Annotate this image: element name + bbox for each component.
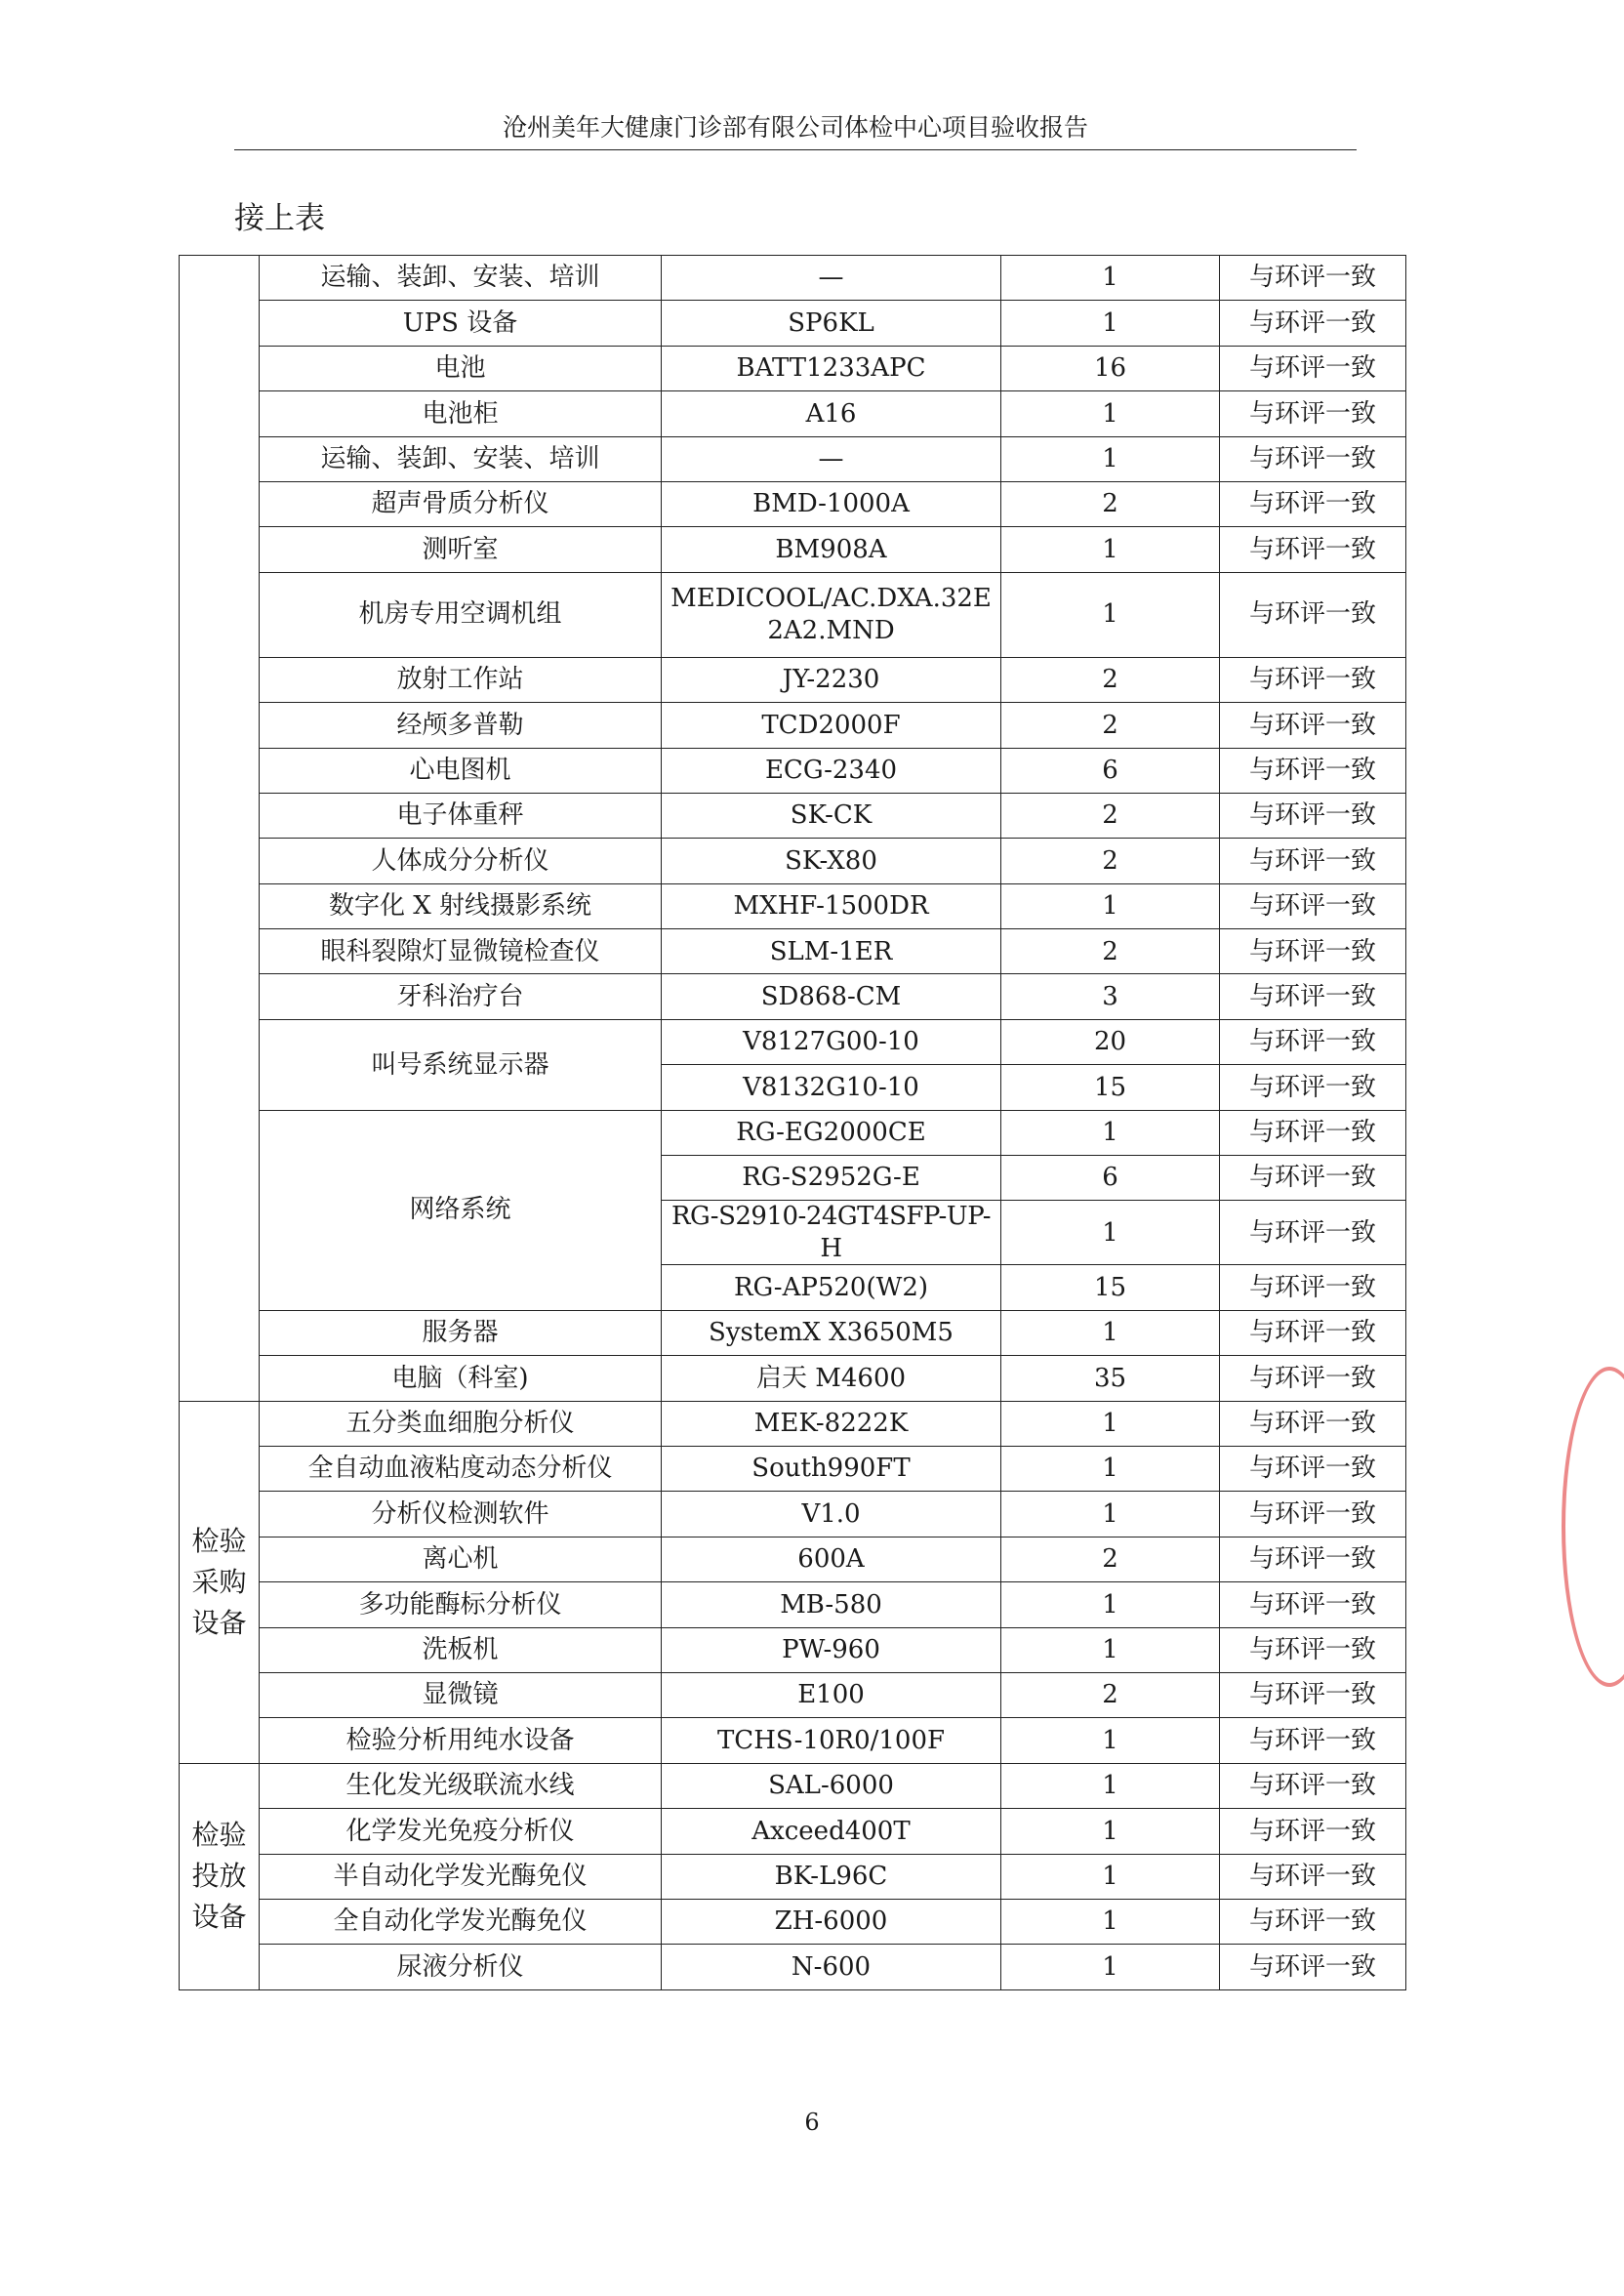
equipment-quantity: 2: [1001, 481, 1220, 526]
equipment-name: 运输、装卸、安装、培训: [260, 436, 662, 481]
equipment-quantity: 1: [1001, 1809, 1220, 1854]
equipment-quantity: 2: [1001, 657, 1220, 702]
equipment-model: N-600: [662, 1945, 1001, 1989]
table-row: [180, 1356, 1406, 1401]
equipment-model: MXHF-1500DR: [662, 883, 1001, 928]
equipment-model: V8132G10-10: [662, 1065, 1001, 1110]
equipment-model: BATT1233APC: [662, 346, 1001, 390]
equipment-status: 与环评一致: [1220, 1019, 1406, 1064]
equipment-quantity: 2: [1001, 929, 1220, 974]
equipment-name: 叫号系统显示器: [260, 1019, 662, 1110]
equipment-model: —: [662, 436, 1001, 481]
equipment-name: 电子体重秤: [260, 793, 662, 838]
table-row: [180, 346, 1406, 390]
equipment-status: 与环评一致: [1220, 1763, 1406, 1808]
equipment-name: 分析仪检测软件: [260, 1492, 662, 1537]
equipment-status: 与环评一致: [1220, 839, 1406, 883]
equipment-model: 600A: [662, 1537, 1001, 1581]
equipment-status: 与环评一致: [1220, 481, 1406, 526]
equipment-quantity: 1: [1001, 1627, 1220, 1672]
table-row: [180, 1718, 1406, 1763]
equipment-name: 电池: [260, 346, 662, 390]
equipment-name: 超声骨质分析仪: [260, 481, 662, 526]
equipment-name: 洗板机: [260, 1627, 662, 1672]
equipment-model: RG-EG2000CE: [662, 1110, 1001, 1155]
table-row: [180, 1945, 1406, 1989]
equipment-name: 五分类血细胞分析仪: [260, 1401, 662, 1446]
equipment-status: 与环评一致: [1220, 1401, 1406, 1446]
equipment-status: 与环评一致: [1220, 572, 1406, 657]
equipment-status: 与环评一致: [1220, 929, 1406, 974]
table-row: [180, 572, 1406, 657]
equipment-quantity: 1: [1001, 1718, 1220, 1763]
equipment-quantity: 1: [1001, 1310, 1220, 1355]
equipment-quantity: 1: [1001, 391, 1220, 436]
equipment-name: 人体成分分析仪: [260, 839, 662, 883]
equipment-model: 启天 M4600: [662, 1356, 1001, 1401]
equipment-name: 运输、装卸、安装、培训: [260, 256, 662, 301]
page-header: 沧州美年大健康门诊部有限公司体检中心项目验收报告: [502, 113, 1088, 142]
equipment-quantity: 2: [1001, 703, 1220, 748]
table-row: [180, 1110, 1406, 1155]
equipment-status: 与环评一致: [1220, 1265, 1406, 1310]
table-row: [180, 1763, 1406, 1808]
equipment-quantity: 15: [1001, 1065, 1220, 1110]
table-row: [180, 1854, 1406, 1899]
equipment-status: 与环评一致: [1220, 436, 1406, 481]
equipment-name: 全自动化学发光酶免仪: [260, 1899, 662, 1944]
red-stamp-fragment: [1562, 1367, 1624, 1687]
equipment-model: RG-AP520(W2): [662, 1265, 1001, 1310]
equipment-quantity: 1: [1001, 883, 1220, 928]
equipment-model: RG-S2952G-E: [662, 1156, 1001, 1201]
equipment-name: 放射工作站: [260, 657, 662, 702]
equipment-quantity: 16: [1001, 346, 1220, 390]
table-row: [180, 1492, 1406, 1537]
equipment-name: 检验分析用纯水设备: [260, 1718, 662, 1763]
equipment-status: 与环评一致: [1220, 1310, 1406, 1355]
equipment-name: 显微镜: [260, 1672, 662, 1717]
table-row: [180, 793, 1406, 838]
equipment-name: 电脑（科室): [260, 1356, 662, 1401]
table-row: [180, 883, 1406, 928]
equipment-name: UPS 设备: [260, 301, 662, 346]
equipment-model: SystemX X3650M5: [662, 1310, 1001, 1355]
equipment-status: 与环评一致: [1220, 1809, 1406, 1854]
equipment-model: BMD-1000A: [662, 481, 1001, 526]
table-row: [180, 301, 1406, 346]
table-row: [180, 1899, 1406, 1944]
equipment-name: 牙科治疗台: [260, 974, 662, 1019]
equipment-model: PW-960: [662, 1627, 1001, 1672]
equipment-model: ECG-2340: [662, 748, 1001, 793]
equipment-model: SD868-CM: [662, 974, 1001, 1019]
equipment-quantity: 1: [1001, 301, 1220, 346]
equipment-quantity: 6: [1001, 748, 1220, 793]
equipment-status: 与环评一致: [1220, 748, 1406, 793]
equipment-name: 心电图机: [260, 748, 662, 793]
equipment-quantity: 1: [1001, 1899, 1220, 1944]
equipment-status: 与环评一致: [1220, 1110, 1406, 1155]
equipment-model: TCD2000F: [662, 703, 1001, 748]
equipment-quantity: 1: [1001, 1446, 1220, 1491]
equipment-model: A16: [662, 391, 1001, 436]
equipment-model: SK-X80: [662, 839, 1001, 883]
equipment-status: 与环评一致: [1220, 1672, 1406, 1717]
equipment-quantity: 15: [1001, 1265, 1220, 1310]
equipment-name: 经颅多普勒: [260, 703, 662, 748]
equipment-model: TCHS-10R0/100F: [662, 1718, 1001, 1763]
table-row: [180, 527, 1406, 572]
equipment-model: V8127G00-10: [662, 1019, 1001, 1064]
equipment-name: 多功能酶标分析仪: [260, 1582, 662, 1627]
equipment-model: MEDICOOL/AC.DXA.32E2A2.MND: [662, 572, 1001, 657]
table-row: [180, 481, 1406, 526]
equipment-quantity: 1: [1001, 1763, 1220, 1808]
equipment-name: 服务器: [260, 1310, 662, 1355]
table-row: [180, 436, 1406, 481]
equipment-name: 机房专用空调机组: [260, 572, 662, 657]
equipment-model: BM908A: [662, 527, 1001, 572]
equipment-model: JY-2230: [662, 657, 1001, 702]
equipment-quantity: 6: [1001, 1156, 1220, 1201]
equipment-name: 离心机: [260, 1537, 662, 1581]
table-row: [180, 1446, 1406, 1491]
equipment-quantity: 1: [1001, 1582, 1220, 1627]
equipment-name: 半自动化学发光酶免仪: [260, 1854, 662, 1899]
equipment-status: 与环评一致: [1220, 1156, 1406, 1201]
equipment-model: ZH-6000: [662, 1899, 1001, 1944]
equipment-status: 与环评一致: [1220, 256, 1406, 301]
equipment-quantity: 2: [1001, 793, 1220, 838]
equipment-status: 与环评一致: [1220, 1854, 1406, 1899]
table-row: [180, 1401, 1406, 1446]
equipment-quantity: 1: [1001, 436, 1220, 481]
equipment-model: BK-L96C: [662, 1854, 1001, 1899]
table-row: [180, 1310, 1406, 1355]
equipment-model: SK-CK: [662, 793, 1001, 838]
equipment-quantity: 1: [1001, 1401, 1220, 1446]
equipment-model: MB-580: [662, 1582, 1001, 1627]
equipment-status: 与环评一致: [1220, 1899, 1406, 1944]
equipment-name: 化学发光免疫分析仪: [260, 1809, 662, 1854]
equipment-quantity: 3: [1001, 974, 1220, 1019]
equipment-name: 网络系统: [260, 1110, 662, 1310]
equipment-status: 与环评一致: [1220, 1582, 1406, 1627]
equipment-status: 与环评一致: [1220, 1718, 1406, 1763]
equipment-status: 与环评一致: [1220, 301, 1406, 346]
equipment-model: SLM-1ER: [662, 929, 1001, 974]
equipment-status: 与环评一致: [1220, 1356, 1406, 1401]
equipment-name: 数字化 X 射线摄影系统: [260, 883, 662, 928]
equipment-quantity: 1: [1001, 527, 1220, 572]
equipment-model: SP6KL: [662, 301, 1001, 346]
equipment-status: 与环评一致: [1220, 657, 1406, 702]
equipment-quantity: 1: [1001, 1854, 1220, 1899]
equipment-status: 与环评一致: [1220, 883, 1406, 928]
table-row: [180, 657, 1406, 702]
category-inspection-placement: 检验 投放 设备: [180, 1763, 260, 1989]
equipment-quantity: 2: [1001, 839, 1220, 883]
equipment-quantity: 2: [1001, 1672, 1220, 1717]
equipment-status: 与环评一致: [1220, 527, 1406, 572]
equipment-status: 与环评一致: [1220, 1065, 1406, 1110]
equipment-status: 与环评一致: [1220, 1945, 1406, 1989]
table-row: [180, 748, 1406, 793]
table-row: [180, 1809, 1406, 1854]
category-cell: [180, 256, 260, 1402]
equipment-name: 测听室: [260, 527, 662, 572]
equipment-name: 电池柜: [260, 391, 662, 436]
equipment-name: 眼科裂隙灯显微镜检查仪: [260, 929, 662, 974]
header-rule: [234, 149, 1357, 150]
equipment-status: 与环评一致: [1220, 703, 1406, 748]
equipment-quantity: 35: [1001, 1356, 1220, 1401]
equipment-model: E100: [662, 1672, 1001, 1717]
table-row: [180, 1582, 1406, 1627]
equipment-quantity: 20: [1001, 1019, 1220, 1064]
equipment-quantity: 1: [1001, 1945, 1220, 1989]
table-caption: 接上表: [234, 201, 325, 236]
table-row: [180, 1537, 1406, 1581]
equipment-status: 与环评一致: [1220, 974, 1406, 1019]
equipment-status: 与环评一致: [1220, 1446, 1406, 1491]
equipment-quantity: 1: [1001, 1492, 1220, 1537]
table-row: [180, 839, 1406, 883]
equipment-model: MEK-8222K: [662, 1401, 1001, 1446]
category-inspection-purchase: 检验 采购 设备: [180, 1401, 260, 1763]
equipment-model: V1.0: [662, 1492, 1001, 1537]
table-row: [180, 929, 1406, 974]
equipment-status: 与环评一致: [1220, 1492, 1406, 1537]
equipment-status: 与环评一致: [1220, 1201, 1406, 1265]
equipment-name: 全自动血液粘度动态分析仪: [260, 1446, 662, 1491]
equipment-quantity: 1: [1001, 1110, 1220, 1155]
equipment-status: 与环评一致: [1220, 793, 1406, 838]
table-row: [180, 703, 1406, 748]
equipment-quantity: 2: [1001, 1537, 1220, 1581]
equipment-model: SAL-6000: [662, 1763, 1001, 1808]
equipment-quantity: 1: [1001, 1201, 1220, 1265]
equipment-status: 与环评一致: [1220, 346, 1406, 390]
equipment-model: Axceed400T: [662, 1809, 1001, 1854]
equipment-model: RG-S2910-24GT4SFP-UP-H: [662, 1201, 1001, 1265]
equipment-status: 与环评一致: [1220, 1537, 1406, 1581]
page-number: 6: [804, 2109, 820, 2136]
equipment-table: [179, 255, 1406, 1990]
table-row: [180, 1672, 1406, 1717]
equipment-model: South990FT: [662, 1446, 1001, 1491]
equipment-status: 与环评一致: [1220, 1627, 1406, 1672]
table-row: [180, 1627, 1406, 1672]
table-row: [180, 256, 1406, 301]
equipment-quantity: 1: [1001, 256, 1220, 301]
equipment-model: —: [662, 256, 1001, 301]
table-row: [180, 1019, 1406, 1064]
equipment-name: 生化发光级联流水线: [260, 1763, 662, 1808]
table-row: [180, 391, 1406, 436]
table-row: [180, 974, 1406, 1019]
equipment-quantity: 1: [1001, 572, 1220, 657]
equipment-name: 尿液分析仪: [260, 1945, 662, 1989]
equipment-status: 与环评一致: [1220, 391, 1406, 436]
